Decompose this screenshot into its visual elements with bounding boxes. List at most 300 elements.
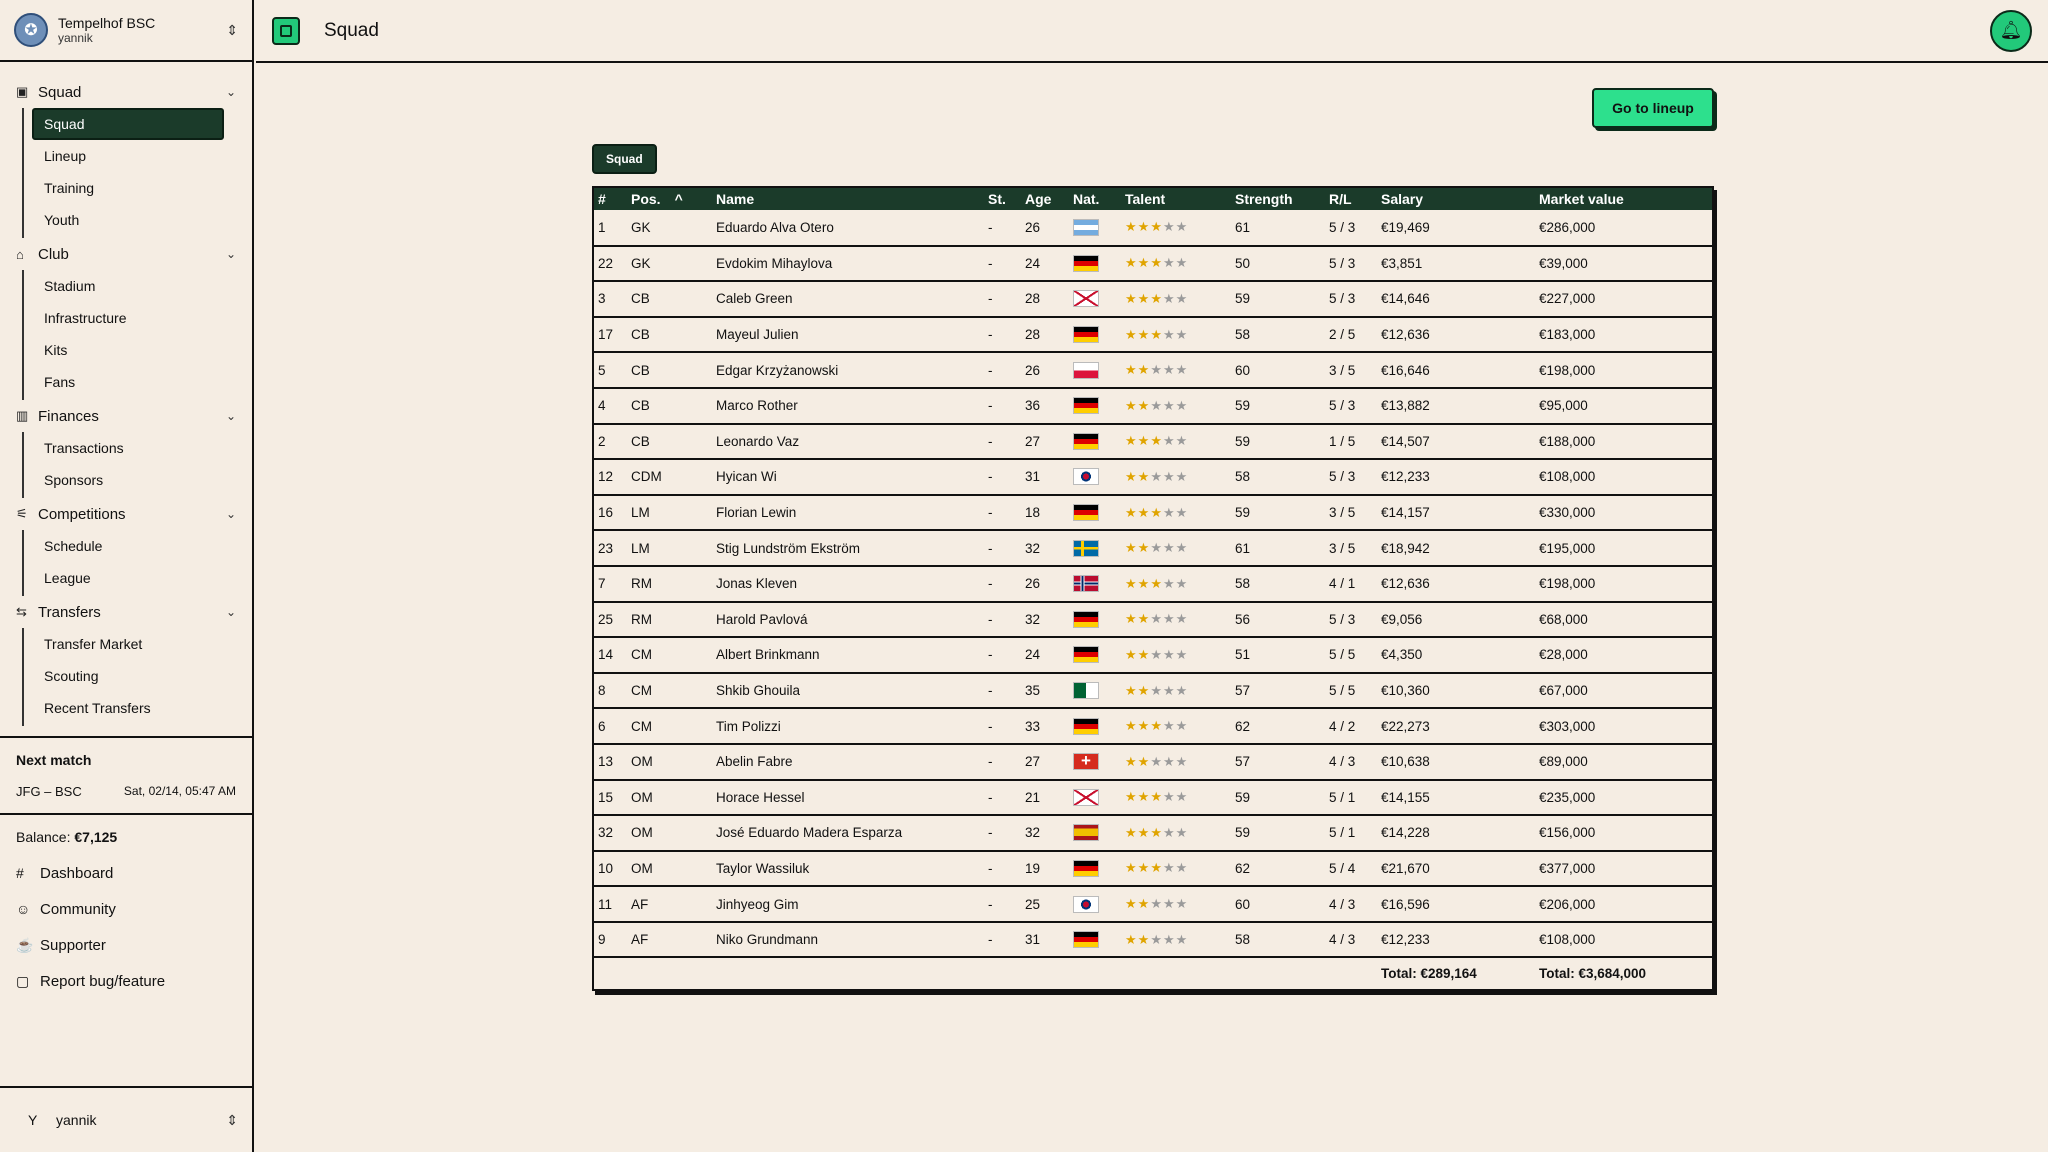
star-icon: ★ (1125, 504, 1138, 520)
star-icon: ★ (1125, 860, 1138, 876)
star-icon: ★ (1125, 290, 1138, 306)
sidebar-item-stadium[interactable]: Stadium (44, 278, 96, 294)
sidebar-item-squad[interactable]: Squad (32, 108, 224, 140)
column-header-8[interactable] (1325, 188, 1377, 210)
talent-stars (1125, 860, 1188, 875)
cell-salary: €3,851 (1381, 255, 1423, 271)
cell-name[interactable]: Florian Lewin (716, 505, 797, 521)
cell-num: 4 (598, 398, 606, 414)
star-icon: ★ (1137, 931, 1151, 947)
chevron-updown-icon[interactable]: ⇕ (226, 21, 238, 38)
cell-age: 28 (1025, 327, 1041, 343)
cell-num: 23 (598, 540, 614, 556)
cell-name[interactable]: Eduardo Alva Otero (716, 219, 834, 235)
star-icon: ★ (1162, 575, 1176, 591)
cell-salary: €12,233 (1381, 469, 1430, 485)
star-icon: ★ (1162, 504, 1176, 520)
star-icon: ★ (1137, 219, 1151, 235)
star-icon: ★ (1175, 575, 1189, 591)
sidebar-toggle-button[interactable] (272, 17, 300, 45)
star-icon: ★ (1175, 753, 1189, 769)
nav-group-label: Transfers (38, 603, 101, 621)
cell-num: 5 (598, 362, 606, 378)
cell-talent (1121, 459, 1231, 495)
flag-icon (1073, 540, 1099, 557)
nav-group-squad (0, 76, 252, 238)
cell-salary: €13,882 (1381, 398, 1430, 414)
cell-rl: 5 / 3 (1329, 611, 1356, 627)
sidebar-item-transfer-market[interactable]: Transfer Market (44, 636, 143, 652)
cell-num: 15 (598, 789, 614, 805)
balance-label: Balance: (16, 829, 71, 845)
cell-pos: RM (631, 576, 652, 592)
star-icon: ★ (1162, 326, 1176, 342)
star-icon: ★ (1162, 468, 1176, 484)
cell-st: - (988, 754, 993, 770)
star-icon: ★ (1175, 682, 1189, 698)
sidebar-item-recent-transfers[interactable]: Recent Transfers (44, 700, 151, 716)
table-row[interactable] (594, 388, 1712, 424)
cell-talent (1121, 922, 1231, 958)
cell-market: €156,000 (1539, 825, 1596, 841)
sidebar-item-league[interactable]: League (44, 570, 91, 586)
star-icon: ★ (1137, 468, 1151, 484)
star-icon: ★ (1150, 504, 1163, 520)
star-icon: ★ (1150, 611, 1163, 627)
chevron-down-icon: ⌄ (225, 507, 236, 521)
table-row[interactable] (594, 637, 1712, 673)
cell-num: 22 (598, 255, 614, 271)
sidebar-item-scouting[interactable]: Scouting (44, 668, 99, 684)
table-row[interactable] (594, 744, 1712, 780)
cell-market: €377,000 (1539, 860, 1596, 876)
cell-num: 13 (598, 754, 614, 770)
sidebar-item-schedule[interactable]: Schedule (44, 538, 103, 554)
transfers-icon: ⇆ (16, 604, 27, 619)
cell-rl: 1 / 5 (1329, 433, 1356, 449)
cell-name[interactable]: Evdokim Mihaylova (716, 255, 833, 271)
cell-strength: 61 (1235, 540, 1251, 556)
cell-st: - (988, 718, 993, 734)
nav-group-header-finances[interactable] (0, 400, 252, 432)
chevron-down-icon: ⌄ (225, 85, 236, 99)
cell-name[interactable]: Leonardo Vaz (716, 433, 800, 449)
cell-salary: €10,638 (1381, 754, 1430, 770)
table-row[interactable] (594, 922, 1712, 958)
bell-icon: 🔔︎ (1999, 20, 2023, 40)
flag-icon (1073, 290, 1099, 307)
cell-name[interactable]: Jinhyeog Gim (716, 896, 799, 912)
cell-num: 12 (598, 469, 614, 485)
cell-rl: 5 / 3 (1329, 255, 1356, 271)
cell-st: - (988, 327, 993, 343)
cell-talent (1121, 602, 1231, 638)
cell-pos: AF (631, 896, 649, 912)
star-icon: ★ (1162, 397, 1176, 413)
sidebar-item-kits[interactable]: Kits (44, 342, 68, 358)
link-supporter[interactable] (16, 927, 236, 963)
cell-name[interactable]: Albert Brinkmann (716, 647, 820, 663)
star-icon: ★ (1125, 326, 1138, 342)
cell-strength: 58 (1235, 932, 1251, 948)
talent-stars (1125, 540, 1188, 555)
cell-rl: 4 / 2 (1329, 718, 1356, 734)
table-row[interactable] (594, 530, 1712, 566)
star-icon: ★ (1125, 611, 1138, 627)
table-row[interactable] (594, 851, 1712, 887)
cell-market: €89,000 (1539, 754, 1588, 770)
talent-stars (1125, 505, 1188, 520)
flag-icon (1073, 824, 1099, 841)
star-icon: ★ (1125, 789, 1138, 805)
cell-talent (1121, 281, 1231, 317)
cell-pos: OM (631, 825, 653, 841)
nav-group-header-competitions[interactable] (0, 498, 252, 530)
column-header-10[interactable] (1535, 188, 1712, 210)
cell-pos: LM (631, 505, 650, 521)
star-icon: ★ (1175, 219, 1189, 235)
talent-stars (1125, 789, 1188, 804)
cell-nat (1069, 566, 1121, 602)
star-icon: ★ (1137, 718, 1151, 734)
cell-rl: 3 / 5 (1329, 540, 1356, 556)
cell-talent (1121, 637, 1231, 673)
cell-pos: OM (631, 789, 653, 805)
cell-market: €68,000 (1539, 611, 1588, 627)
club-user: yannik (58, 31, 93, 45)
table-header-row (594, 188, 1712, 210)
cell-salary: €12,233 (1381, 932, 1430, 948)
sidebar-item-sponsors[interactable]: Sponsors (44, 472, 104, 488)
flag-icon (1073, 860, 1099, 877)
table-row[interactable] (594, 352, 1712, 388)
nav-group-header-transfers[interactable] (0, 596, 252, 628)
cell-nat (1069, 602, 1121, 638)
star-icon: ★ (1150, 540, 1163, 556)
column-header-0[interactable] (594, 188, 627, 210)
cell-age: 32 (1025, 825, 1041, 841)
table-row[interactable] (594, 780, 1712, 816)
cell-nat (1069, 352, 1121, 388)
user-initial: Y (28, 1112, 38, 1128)
cell-num: 17 (598, 327, 614, 343)
cell-rl: 5 / 3 (1329, 291, 1356, 307)
star-icon: ★ (1137, 504, 1151, 520)
star-icon: ★ (1162, 860, 1176, 876)
cell-age: 19 (1025, 860, 1041, 876)
cell-pos: GK (631, 219, 651, 235)
star-icon: ★ (1125, 575, 1138, 591)
cell-market: €188,000 (1539, 433, 1596, 449)
cell-name[interactable]: Stig Lundström Ekström (716, 540, 861, 556)
squad-icon: ▣ (16, 84, 29, 99)
star-icon: ★ (1150, 255, 1163, 271)
next-match-teams[interactable]: JFG – BSC (16, 784, 82, 799)
star-icon: ★ (1162, 540, 1176, 556)
hash-icon: # (16, 865, 24, 881)
nav-group-label: Squad (38, 83, 82, 101)
tab-squad[interactable]: Squad (592, 144, 657, 174)
star-icon: ★ (1125, 468, 1138, 484)
cell-talent (1121, 708, 1231, 744)
users-icon: ☺ (16, 901, 31, 917)
cell-num: 10 (598, 860, 614, 876)
sidebar-item-youth[interactable]: Youth (44, 212, 80, 228)
cell-age: 36 (1025, 398, 1041, 414)
cell-salary: €14,157 (1381, 505, 1430, 521)
talent-stars (1125, 754, 1188, 769)
star-icon: ★ (1162, 789, 1176, 805)
cell-name[interactable]: Taylor Wassiluk (716, 860, 810, 876)
nav-group-label: Finances (38, 407, 99, 425)
flag-icon (1073, 896, 1099, 913)
table-row[interactable] (594, 495, 1712, 531)
column-header-label: R/L (1329, 191, 1352, 207)
market-total: Total: €3,684,000 (1539, 966, 1647, 982)
cell-age: 27 (1025, 433, 1041, 449)
cell-name[interactable]: Horace Hessel (716, 789, 805, 805)
cell-st: - (988, 433, 993, 449)
squad-table (592, 186, 1714, 991)
star-icon: ★ (1150, 860, 1163, 876)
link-report-bug-feature[interactable] (16, 963, 236, 999)
cell-market: €286,000 (1539, 219, 1596, 235)
star-icon: ★ (1137, 397, 1151, 413)
column-header-7[interactable] (1231, 188, 1325, 210)
chevron-down-icon: ⌄ (225, 247, 236, 261)
talent-stars (1125, 576, 1188, 591)
cell-strength: 59 (1235, 291, 1251, 307)
talent-stars (1125, 219, 1188, 234)
table-row[interactable] (594, 815, 1712, 851)
cell-name[interactable]: Abelin Fabre (716, 754, 793, 770)
table-row[interactable] (594, 424, 1712, 460)
star-icon: ★ (1150, 646, 1163, 662)
cell-market: €303,000 (1539, 718, 1596, 734)
column-header-6[interactable] (1121, 188, 1231, 210)
cell-nat (1069, 780, 1121, 816)
star-icon: ★ (1162, 255, 1176, 271)
star-icon: ★ (1125, 718, 1138, 734)
link-community[interactable] (16, 891, 236, 927)
table-row[interactable] (594, 566, 1712, 602)
cell-name[interactable]: Marco Rother (716, 398, 798, 414)
cell-nat (1069, 210, 1121, 246)
cell-pos: CM (631, 718, 652, 734)
star-icon: ★ (1150, 682, 1163, 698)
cell-nat (1069, 281, 1121, 317)
nav-group-header-squad[interactable] (0, 76, 252, 108)
column-header-label: # (598, 191, 606, 207)
table-row[interactable] (594, 281, 1712, 317)
column-header-9[interactable] (1377, 188, 1535, 210)
cell-rl: 5 / 1 (1329, 789, 1356, 805)
star-icon: ★ (1150, 896, 1163, 912)
cell-salary: €21,670 (1381, 860, 1430, 876)
cell-pos: CB (631, 398, 650, 414)
table-row[interactable] (594, 317, 1712, 353)
star-icon: ★ (1175, 611, 1189, 627)
balance (16, 829, 236, 845)
chevron-down-icon: ⌄ (225, 409, 236, 423)
cell-st: - (988, 291, 993, 307)
cell-age: 26 (1025, 219, 1041, 235)
table-row[interactable] (594, 886, 1712, 922)
cell-talent (1121, 851, 1231, 887)
star-icon: ★ (1137, 789, 1151, 805)
cell-pos: LM (631, 540, 650, 556)
column-header-label: Age (1025, 191, 1052, 207)
cell-strength: 51 (1235, 647, 1251, 663)
star-icon: ★ (1175, 896, 1189, 912)
club-switcher[interactable] (0, 0, 252, 62)
flag-icon (1073, 468, 1099, 485)
flag-icon (1073, 504, 1099, 521)
table-row[interactable] (594, 246, 1712, 282)
cell-st: - (988, 789, 993, 805)
cell-num: 9 (598, 932, 606, 948)
cell-strength: 50 (1235, 255, 1251, 271)
cell-nat (1069, 530, 1121, 566)
cell-talent (1121, 424, 1231, 460)
cell-name[interactable]: Hyican Wi (716, 469, 777, 485)
cell-name[interactable]: Tim Polizzi (716, 718, 781, 734)
cell-market: €206,000 (1539, 896, 1596, 912)
cell-strength: 59 (1235, 433, 1251, 449)
star-icon: ★ (1137, 824, 1151, 840)
cell-nat (1069, 744, 1121, 780)
star-icon: ★ (1162, 611, 1176, 627)
link-dashboard[interactable] (16, 855, 236, 891)
nav-group-label: Competitions (38, 505, 126, 523)
cell-pos: OM (631, 860, 653, 876)
table-row[interactable] (594, 459, 1712, 495)
cell-rl: 3 / 5 (1329, 362, 1356, 378)
cell-market: €67,000 (1539, 683, 1588, 699)
nav-group-transfers (0, 596, 252, 726)
flag-icon (1073, 219, 1099, 236)
star-icon: ★ (1175, 931, 1189, 947)
chevron-updown-icon[interactable]: ⇕ (226, 1111, 238, 1128)
flag-icon (1073, 326, 1099, 343)
totals-row (594, 957, 1712, 989)
star-icon: ★ (1175, 540, 1189, 556)
sidebar-item-infrastructure[interactable]: Infrastructure (44, 310, 127, 326)
star-icon: ★ (1137, 540, 1151, 556)
cell-market: €235,000 (1539, 789, 1596, 805)
column-header-5[interactable] (1069, 188, 1121, 210)
cell-salary: €12,636 (1381, 327, 1430, 343)
cell-strength: 56 (1235, 611, 1251, 627)
club-icon: ⌂ (16, 246, 24, 262)
star-icon: ★ (1175, 646, 1189, 662)
column-header-4[interactable] (1021, 188, 1069, 210)
cell-name[interactable]: Caleb Green (716, 291, 793, 307)
table-row[interactable] (594, 602, 1712, 638)
cell-rl: 5 / 3 (1329, 469, 1356, 485)
cell-strength: 58 (1235, 469, 1251, 485)
cell-talent (1121, 388, 1231, 424)
star-icon: ★ (1125, 540, 1138, 556)
cell-salary: €14,155 (1381, 789, 1430, 805)
star-icon: ★ (1137, 290, 1151, 306)
cell-age: 21 (1025, 789, 1041, 805)
column-header-label: Nat. (1073, 191, 1100, 207)
cell-age: 28 (1025, 291, 1041, 307)
nav-group-header-club[interactable] (0, 238, 252, 270)
talent-stars (1125, 896, 1188, 911)
star-icon: ★ (1150, 362, 1163, 378)
cell-talent (1121, 210, 1231, 246)
star-icon: ★ (1125, 255, 1138, 271)
flag-icon (1073, 931, 1099, 948)
notifications-button[interactable] (1990, 10, 2032, 52)
cell-name[interactable]: Niko Grundmann (716, 932, 819, 948)
column-header-1[interactable] (627, 188, 712, 210)
user-menu[interactable] (0, 1086, 254, 1152)
flag-icon (1073, 575, 1099, 592)
flag-icon (1073, 753, 1099, 770)
chevron-down-icon: ⌄ (225, 605, 236, 619)
star-icon: ★ (1150, 219, 1163, 235)
column-header-2[interactable] (712, 188, 984, 210)
cell-name[interactable]: José Eduardo Madera Esparza (716, 825, 903, 841)
star-icon: ★ (1175, 824, 1189, 840)
cell-rl: 2 / 5 (1329, 327, 1356, 343)
column-header-3[interactable] (984, 188, 1021, 210)
sidebar-item-fans[interactable]: Fans (44, 374, 76, 390)
star-icon: ★ (1150, 789, 1163, 805)
message-icon: ▢ (16, 972, 30, 989)
talent-stars (1125, 327, 1188, 342)
cell-talent (1121, 886, 1231, 922)
cell-num: 16 (598, 505, 614, 521)
table-row[interactable] (594, 210, 1712, 246)
sidebar-item-training[interactable]: Training (44, 180, 95, 196)
cell-name[interactable]: Shkib Ghouila (716, 683, 801, 699)
cell-st: - (988, 825, 993, 841)
star-icon: ★ (1137, 433, 1151, 449)
star-icon: ★ (1137, 326, 1151, 342)
cell-age: 24 (1025, 647, 1041, 663)
cell-name[interactable]: Jonas Kleven (716, 576, 798, 592)
cell-name[interactable]: Edgar Krzyżanowski (716, 362, 839, 378)
star-icon: ★ (1175, 326, 1189, 342)
cell-name[interactable]: Mayeul Julien (716, 327, 799, 343)
flag-icon (1073, 646, 1099, 663)
star-icon: ★ (1150, 718, 1163, 734)
cell-market: €108,000 (1539, 469, 1596, 485)
cell-talent (1121, 530, 1231, 566)
sidebar-item-lineup[interactable]: Lineup (44, 148, 87, 164)
cell-rl: 4 / 3 (1329, 896, 1356, 912)
cell-num: 6 (598, 718, 606, 734)
table-row[interactable] (594, 708, 1712, 744)
cell-name[interactable]: Harold Pavlová (716, 611, 808, 627)
cell-strength: 60 (1235, 362, 1251, 378)
cell-strength: 61 (1235, 219, 1251, 235)
cell-st: - (988, 505, 993, 521)
table-row[interactable] (594, 673, 1712, 709)
cell-age: 31 (1025, 469, 1041, 485)
sidebar-item-transactions[interactable]: Transactions (44, 440, 124, 456)
cell-num: 1 (598, 219, 606, 235)
cell-rl: 4 / 3 (1329, 932, 1356, 948)
go-to-lineup-button[interactable]: Go to lineup (1592, 88, 1714, 128)
cell-talent (1121, 815, 1231, 851)
column-header-label: Name (716, 191, 755, 207)
cell-age: 25 (1025, 896, 1041, 912)
